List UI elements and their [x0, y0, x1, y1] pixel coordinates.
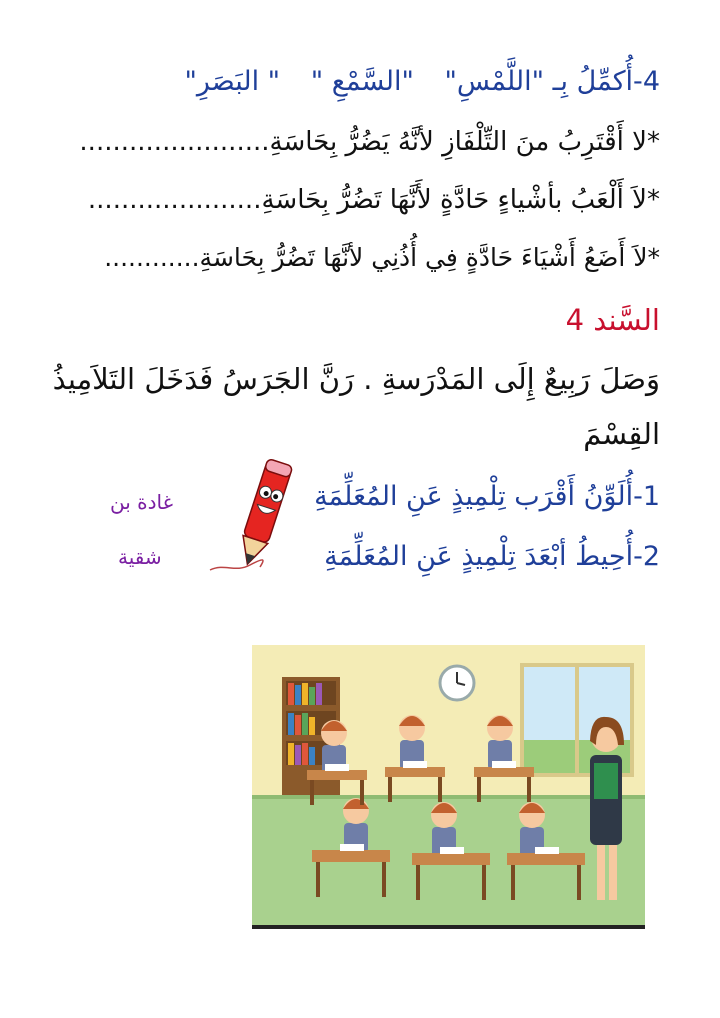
- option-hearing: "السَّمْعِ ": [310, 66, 414, 97]
- question-1: 1-أُلَوِّنُ أَقْرَب تِلْمِيذٍ عَنِ المُعَلِّمَةِ: [314, 481, 660, 512]
- sentence-3: *لاَ أَضَعُ أَشْيَاءَ حَادَّةٍ فِي أُذُنِي لأنَّهَا تَضُرُّ بِحَاسَةِ............: [104, 243, 660, 272]
- task-instruction: [162, 66, 660, 97]
- sentence-2: *لاَ أَلْعَبُ بأشْياءٍ حَادَّةٍ لأَنَّهَا تَضُرُّ بِحَاسَةِ.....................: [87, 185, 660, 215]
- author-surname: شقية: [118, 545, 162, 569]
- task-prefix: 4-أُكمِّلُ بِـ: [552, 66, 660, 97]
- paragraph-line-2: القِسْمَ: [583, 417, 660, 451]
- option-sight: " البَصَرِ": [184, 66, 281, 97]
- section-title: السَّند 4: [565, 303, 660, 337]
- author-name: غادة بن: [110, 490, 174, 514]
- pencil-icon: [205, 455, 300, 580]
- paragraph-line-1: وَصَلَ رَبِيعٌ إِلَى المَدْرَسةِ . رَنَّ الجَرَسُ فَدَخَلَ التَلاَمِيذُ: [52, 362, 660, 396]
- question-2: 2-أُحِيطُ أبْعَدَ تِلْمِيذٍ عَنِ المُعَلِّمَةِ: [324, 541, 660, 572]
- classroom-illustration: [252, 645, 645, 929]
- option-touch: "اللَّمْسِ": [444, 66, 545, 97]
- sentence-1: *لا أَقْتَرِبُ منَ التِّلْفَازِ لأنَّهُ يَضُرُّ بِحَاسَةِ.......................: [79, 127, 660, 157]
